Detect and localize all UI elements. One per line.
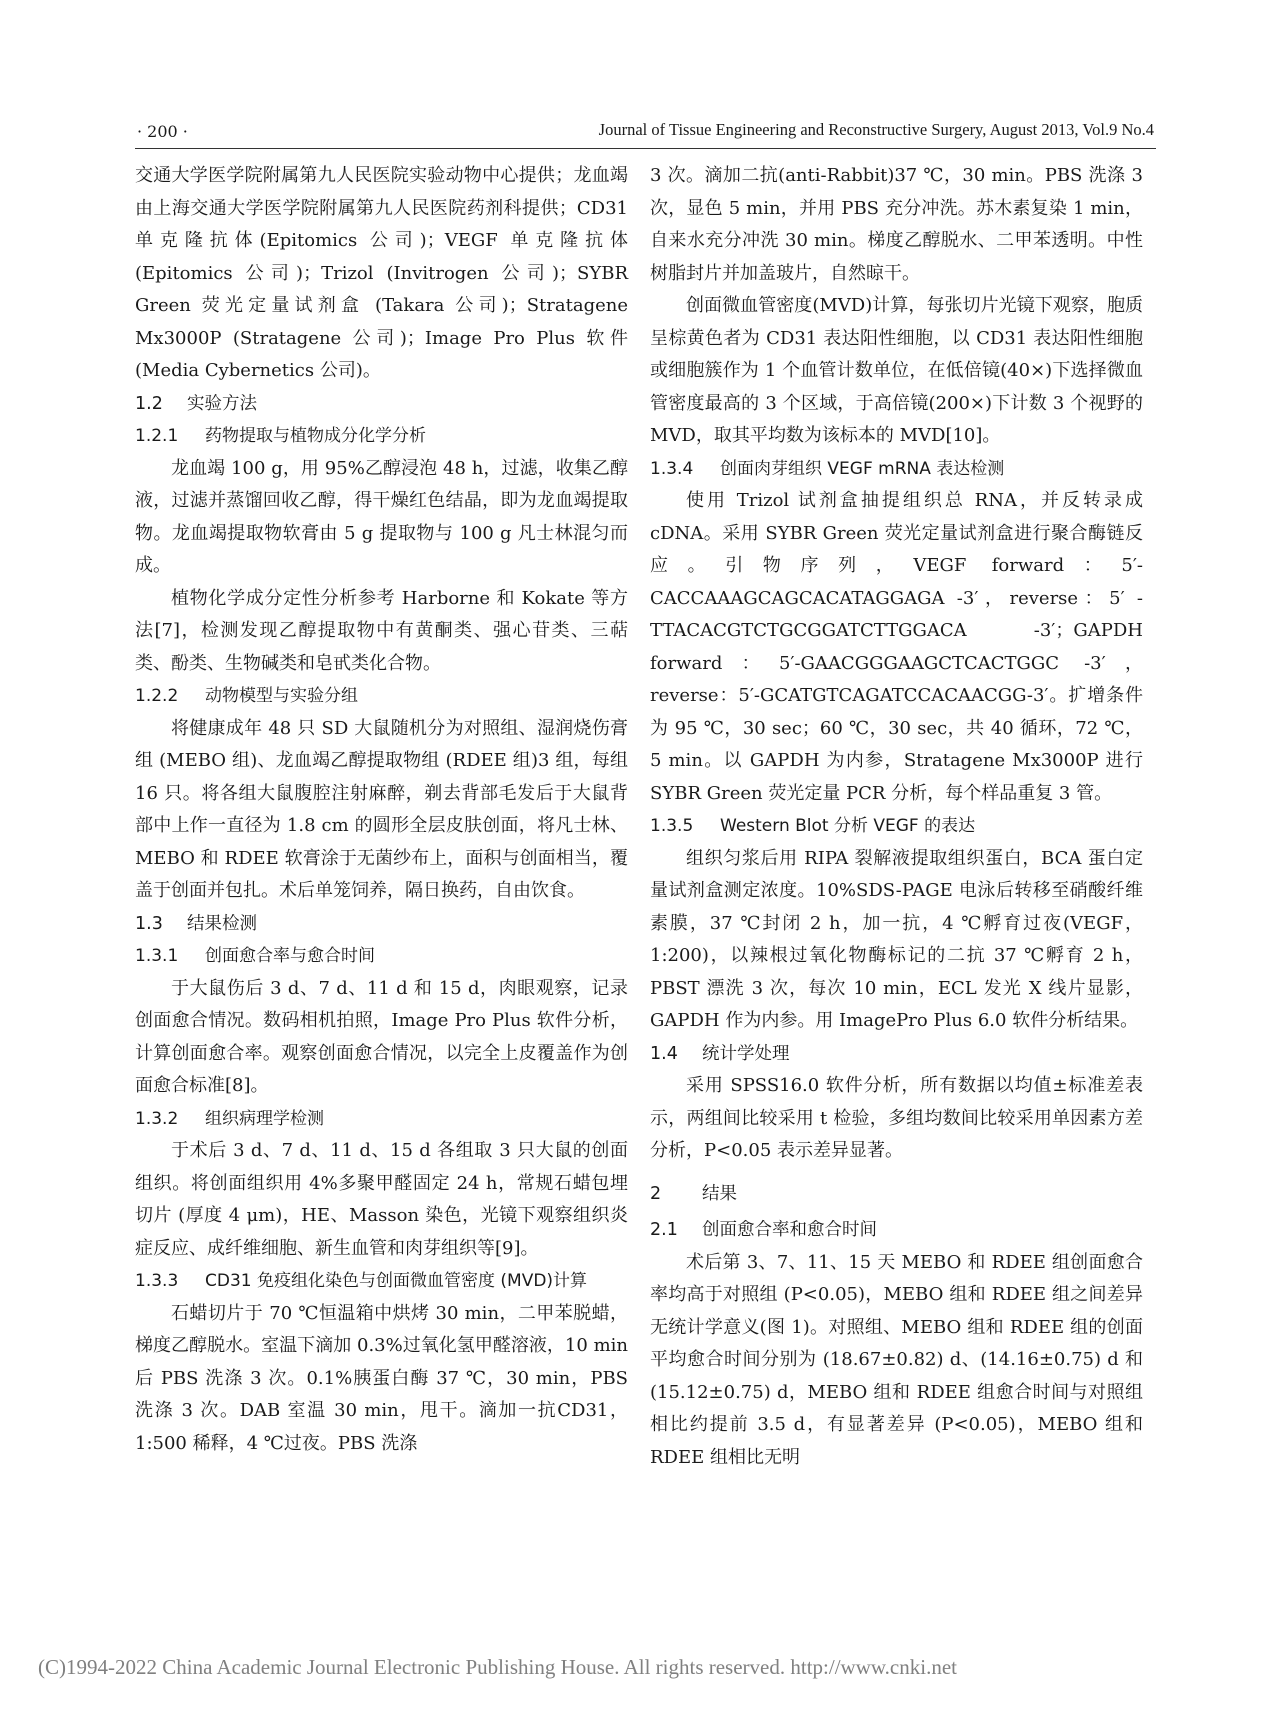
section-title: 创面肉芽组织 VEGF mRNA 表达检测: [720, 458, 1005, 479]
subsection-heading-1-2-1: [135, 420, 628, 453]
section-number: 1.3.3: [135, 1271, 179, 1291]
section-heading-1-2: [135, 388, 628, 421]
body-paragraph: 石蜡切片于 70 ℃恒温箱中烘烤 30 min，二甲苯脱蜡，梯度乙醇脱水。室温下滴加 0.3%过氧化氢甲醛溶液，10 min 后 PBS 洗涤 3 次。0.1%胰蛋白酶 37 ℃，30 min，PBS 洗涤 3 次。DAB 室温 30 min，甩干。滴加一抗CD31，1:500 稀释，4 ℃过夜。PBS 洗涤: [135, 1302, 628, 1454]
body-paragraph: 于术后 3 d、7 d、11 d、15 d 各组取 3 只大鼠的创面组织。将创面组织用 4%多聚甲醛固定 24 h，常规石蜡包埋切片 (厚度 4 μm)，HE、Masson 染色，光镜下观察组织炎症反应、成纤维细胞、新生血管和肉芽组织等[9]。: [135, 1140, 628, 1259]
section-title: CD31 免疫组化染色与创面微血管密度 (MVD)计算: [205, 1271, 588, 1291]
section-number: 1.3.1: [135, 946, 179, 966]
section-number: 1.3.2: [135, 1108, 179, 1129]
body-paragraph: 创面微血管密度(MVD)计算，每张切片光镜下观察，胞质呈棕黄色者为 CD31 表达阳性细胞，以 CD31 表达阳性细胞或细胞簇作为 1 个血管计数单位，在低倍镜(40×)下选择微血管密度最高的 3 个区域，于高倍镜(200×)下计数 3 个视野的 MVD，取其平均数为该标本的 MVD[10]。: [650, 295, 1143, 446]
page-number: · 200 ·: [137, 122, 188, 141]
materials-paragraph: 交通大学医学院附属第九人民医院实验动物中心提供；龙血竭由上海交通大学医学院附属第九人民医院药剂科提供；CD31 单克隆抗体(Epitomics 公司)；VEGF 单克隆抗体 (Epitomics 公司)；Trizol (Invitrogen 公司)；SYBR Green 荧光定量试剂盒 (Takara 公司)；Stratagene Mx3000P (Stratagene 公司)；Image Pro Plus 软件(Media Cybernetics 公司)。: [135, 165, 628, 381]
body-paragraph: 3 次。滴加二抗(anti-Rabbit)37 ℃，30 min。PBS 洗涤 3 次，显色 5 min，并用 PBS 充分冲洗。苏木素复染 1 min，自来水充分冲洗 30 min。梯度乙醇脱水、二甲苯透明。中性树脂封片并加盖玻片，自然晾干。: [650, 165, 1143, 284]
section-number: 1.2: [135, 393, 163, 414]
body-paragraph: 采用 SPSS16.0 软件分析，所有数据以均值±标准差表示，两组间比较采用 t 检验，多组均数间比较采用单因素方差分析，P<0.05 表示差异显著。: [650, 1075, 1143, 1161]
section-number: 2.1: [650, 1220, 678, 1240]
section-number: 1.2.2: [135, 686, 179, 706]
section-title: 结果检测: [187, 913, 257, 934]
section-title: 实验方法: [187, 393, 257, 414]
subsection-heading-1-3-5: [650, 810, 1143, 843]
section-title: 创面愈合率与愈合时间: [205, 946, 375, 966]
section-number: 1.3.5: [650, 816, 694, 836]
section-number: 1.4: [650, 1043, 678, 1064]
section-number: 1.3.4: [650, 458, 694, 479]
header-rule: [135, 148, 1156, 149]
body-paragraph: 组织匀浆后用 RIPA 裂解液提取组织蛋白，BCA 蛋白定量试剂盒测定浓度。10%SDS-PAGE 电泳后转移至硝酸纤维素膜，37 ℃封闭 2 h，加一抗，4 ℃孵育过夜(VEGF，1:200)，以辣根过氧化物酶标记的二抗 37 ℃孵育 2 h，PBST 漂洗 3 次，每次 10 min，ECL 发光 X 线片显影，GAPDH 作为内参。用 ImagePro Plus 6.0 软件分析结果。: [650, 847, 1143, 1031]
section-title: Western Blot 分析 VEGF 的表达: [720, 816, 976, 836]
section-heading-2: [650, 1178, 1143, 1211]
subsection-heading-1-3-1: [135, 940, 628, 973]
body-paragraph: 龙血竭 100 g，用 95%乙醇浸泡 48 h，过滤，收集乙醇液，过滤并蒸馏回收乙醇，得干燥红色结晶，即为龙血竭提取物。龙血竭提取物软膏由 5 g 提取物与 100 g 凡士林混匀而成。: [135, 457, 628, 576]
section-number: 1.3: [135, 913, 163, 934]
section-title: 药物提取与植物成分化学分析: [205, 426, 426, 446]
section-title: 组织病理学检测: [205, 1108, 324, 1129]
running-header: Journal of Tissue Engineering and Reconstructive Surgery, August 2013, Vol.9 No.4: [598, 120, 1154, 139]
section-number: 1.2.1: [135, 426, 179, 446]
body-paragraph: 植物化学成分定性分析参考 Harborne 和 Kokate 等方法[7]，检测发现乙醇提取物中有黄酮类、强心苷类、三萜类、酚类、生物碱类和皂甙类化合物。: [135, 587, 628, 674]
subsection-heading-1-3-3: [135, 1265, 628, 1298]
body-paragraph: 于大鼠伤后 3 d、7 d、11 d 和 15 d，肉眼观察，记录创面愈合情况。数码相机拍照，Image Pro Plus 软件分析，计算创面愈合率。观察创面愈合情况，以完全上皮覆盖作为创面愈合标准[8]。: [135, 977, 628, 1096]
subsection-heading-1-2-2: [135, 680, 628, 713]
section-title: 动物模型与实验分组: [205, 686, 358, 706]
right-column: [650, 160, 1143, 1474]
section-title: 结果: [702, 1183, 737, 1204]
section-heading-1-4: [650, 1038, 1143, 1071]
copyright-footer: (C)1994-2022 China Academic Journal Electronic Publishing House. All rights reserved. http://www.cnki.net: [38, 1655, 957, 1679]
body-paragraph: 术后第 3、7、11、15 天 MEBO 和 RDEE 组创面愈合率均高于对照组 (P<0.05)，MEBO 组和 RDEE 组之间差异无统计学意义(图 1)。对照组、MEBO 组和 RDEE 组的创面平均愈合时间分别为 (18.67±0.82) d、(14.16±0.75) d 和(15.12±0.75) d，MEBO 组和 RDEE 组愈合时间与对照组相比约提前 3.5 d，有显著差异 (P<0.05)，MEBO 组和 RDEE 组相比无明: [650, 1251, 1143, 1468]
section-heading-2-1: [650, 1214, 1143, 1247]
subsection-heading-1-3-2: [135, 1103, 628, 1136]
subsection-heading-1-3-4: [650, 453, 1143, 486]
section-title: 统计学处理: [702, 1043, 790, 1064]
section-title: 创面愈合率和愈合时间: [702, 1220, 877, 1240]
body-paragraph: 将健康成年 48 只 SD 大鼠随机分为对照组、湿润烧伤膏组 (MEBO 组)、龙血竭乙醇提取物组 (RDEE 组)3 组，每组 16 只。将各组大鼠腹腔注射麻醉，剃去背部毛发后于大鼠背部中上作一直径为 1.8 cm 的圆形全层皮肤创面，将凡士林、MEBO 和 RDEE 软膏涂于无菌纱布上，面积与创面相当，覆盖于创面并包扎。术后单笼饲养，隔日换药，自由饮食。: [135, 717, 628, 901]
left-column: [135, 160, 628, 1460]
section-heading-1-3: [135, 908, 628, 941]
section-number: 2: [650, 1183, 662, 1204]
body-paragraph: 使用 Trizol 试剂盒抽提组织总 RNA，并反转录成cDNA。采用 SYBR Green 荧光定量试剂盒进行聚合酶链反应。引物序列，VEGF forward：5′-CACCAAAGCAGCACATAGGAGA -3′，reverse：5′ -TTACACGTCTGCGGATCTTGGACA -3′；GAPDH forward：5′-GAACGGGAAGCTCACTGGC -3′，reverse：5′-GCATGTCAGATCCACAACGG-3′。扩增条件为 95 ℃，30 sec；60 ℃，30 sec，共 40 循环，72 ℃，5 min。以 GAPDH 为内参，Stratagene Mx3000P 进行 SYBR Green 荧光定量 PCR 分析，每个样品重复 3 管。: [650, 490, 1143, 804]
